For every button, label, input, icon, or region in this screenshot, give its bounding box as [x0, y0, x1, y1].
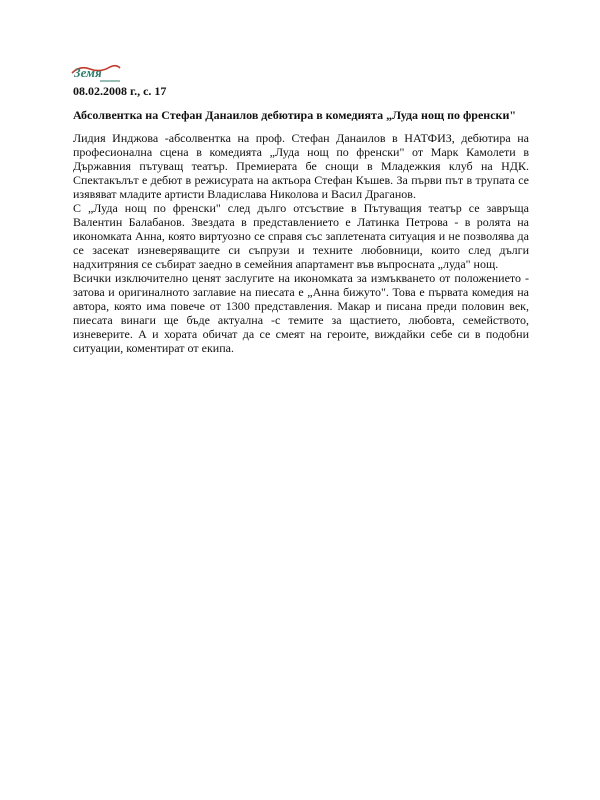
article-paragraph: С „Луда нощ по френски" след дълго отсъствие в Пътуващия театър се завръща Валентин Балабанов. Звездата в представлението е Латинка Петрова - в ролята на икономката Анна, която виртуозно се справя със заплетената ситуация и не позволява да се засекат изневеряващите си съпрузи и техните любовници, които след дълги надхитряния се събират заедно в семейния апартамент във въпросната „луда" нощ.: [73, 201, 529, 271]
article-paragraph: Всички изключително ценят заслугите на икономката за измъкването от положението - затова и оригиналното заглавие на пиесата е „Анна бижуто". Това е първата комедия на автора, която има повече от 1300 представления. Макар и писана преди половин век, пиесата винаги ще бъде актуална -с темите за щастието, любовта, семейството, изневерите. А и хората обичат да се смеят на героите, виждайки себе си в подобни ситуации, коментират от екипа.: [73, 271, 529, 355]
publication-logo: [70, 62, 122, 84]
publication-logo-mark: [70, 62, 122, 84]
article-body: [73, 131, 529, 355]
svg-text:Земя: Земя: [74, 65, 102, 80]
publication-date-page: 08.02.2008 г., с. 17: [73, 84, 167, 98]
article-paragraph: Лидия Инджова -абсолвентка на проф. Стефан Данаилов в НАТФИЗ, дебютира на професионална сцена в комедията „Луда нощ по френски" от Марк Камолети в Държавния пътуващ театър. Премиерата бе снощи в Младежкия клуб на НДК. Спектакълът е дебют в режисурата на актьора Стефан Къшев. За първи път в трупата се изявяват младите артисти Владислава Николова и Васил Драганов.: [73, 131, 529, 201]
article-headline: Абсолвентка на Стефан Данаилов дебютира в комедията „Луда нощ по френски": [73, 108, 517, 122]
